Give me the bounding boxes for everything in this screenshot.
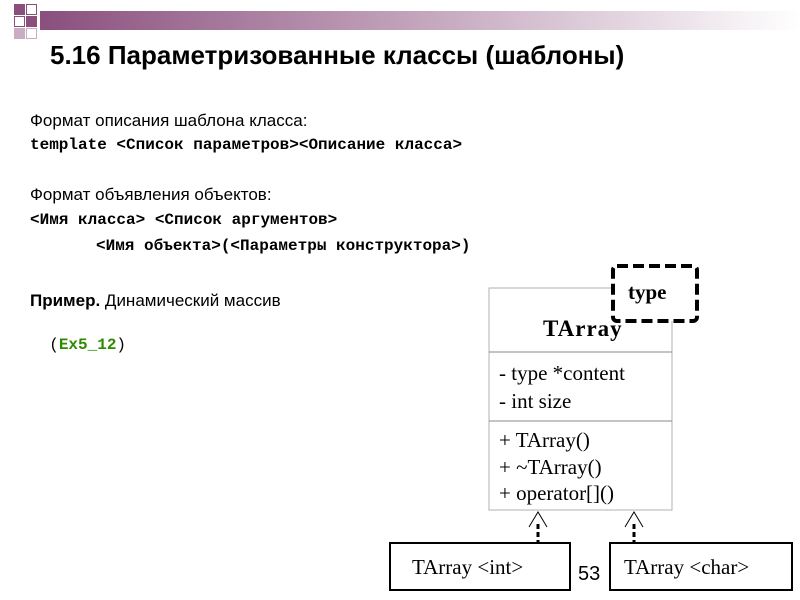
slide-number: 53: [578, 563, 601, 585]
class-name: TArray: [543, 316, 623, 341]
objects-heading: Формат объявления объектов:: [30, 185, 272, 204]
template-param-label: type: [628, 280, 667, 304]
method-constructor: + TArray(): [499, 428, 590, 452]
slide-title: 5.16 Параметризованные классы (шаблоны): [50, 40, 625, 70]
method-destructor: + ~TArray(): [499, 455, 602, 479]
template-code: template <Список параметров><Описание класса>: [30, 136, 463, 154]
paren-open: (: [49, 336, 59, 354]
template-heading: Формат описания шаблона класса:: [30, 111, 308, 130]
attribute-content: - type *content: [499, 361, 625, 385]
method-operator: + operator[](): [499, 481, 615, 505]
attribute-size: - int size: [499, 389, 572, 413]
example-label: Пример.: [30, 291, 101, 310]
objects-code-line-1: <Имя класса> <Список аргументов>: [30, 211, 338, 229]
example-text: Динамический массив: [100, 291, 281, 310]
objects-code-line-2: <Имя объекта>(<Параметры конструктора>): [96, 237, 471, 255]
paren-close: ): [116, 336, 127, 354]
example-ref-link[interactable]: Ex5_12: [58, 336, 117, 354]
instance-label-char: TArray <char>: [624, 555, 750, 579]
instance-label-int: TArray <int>: [412, 555, 524, 579]
